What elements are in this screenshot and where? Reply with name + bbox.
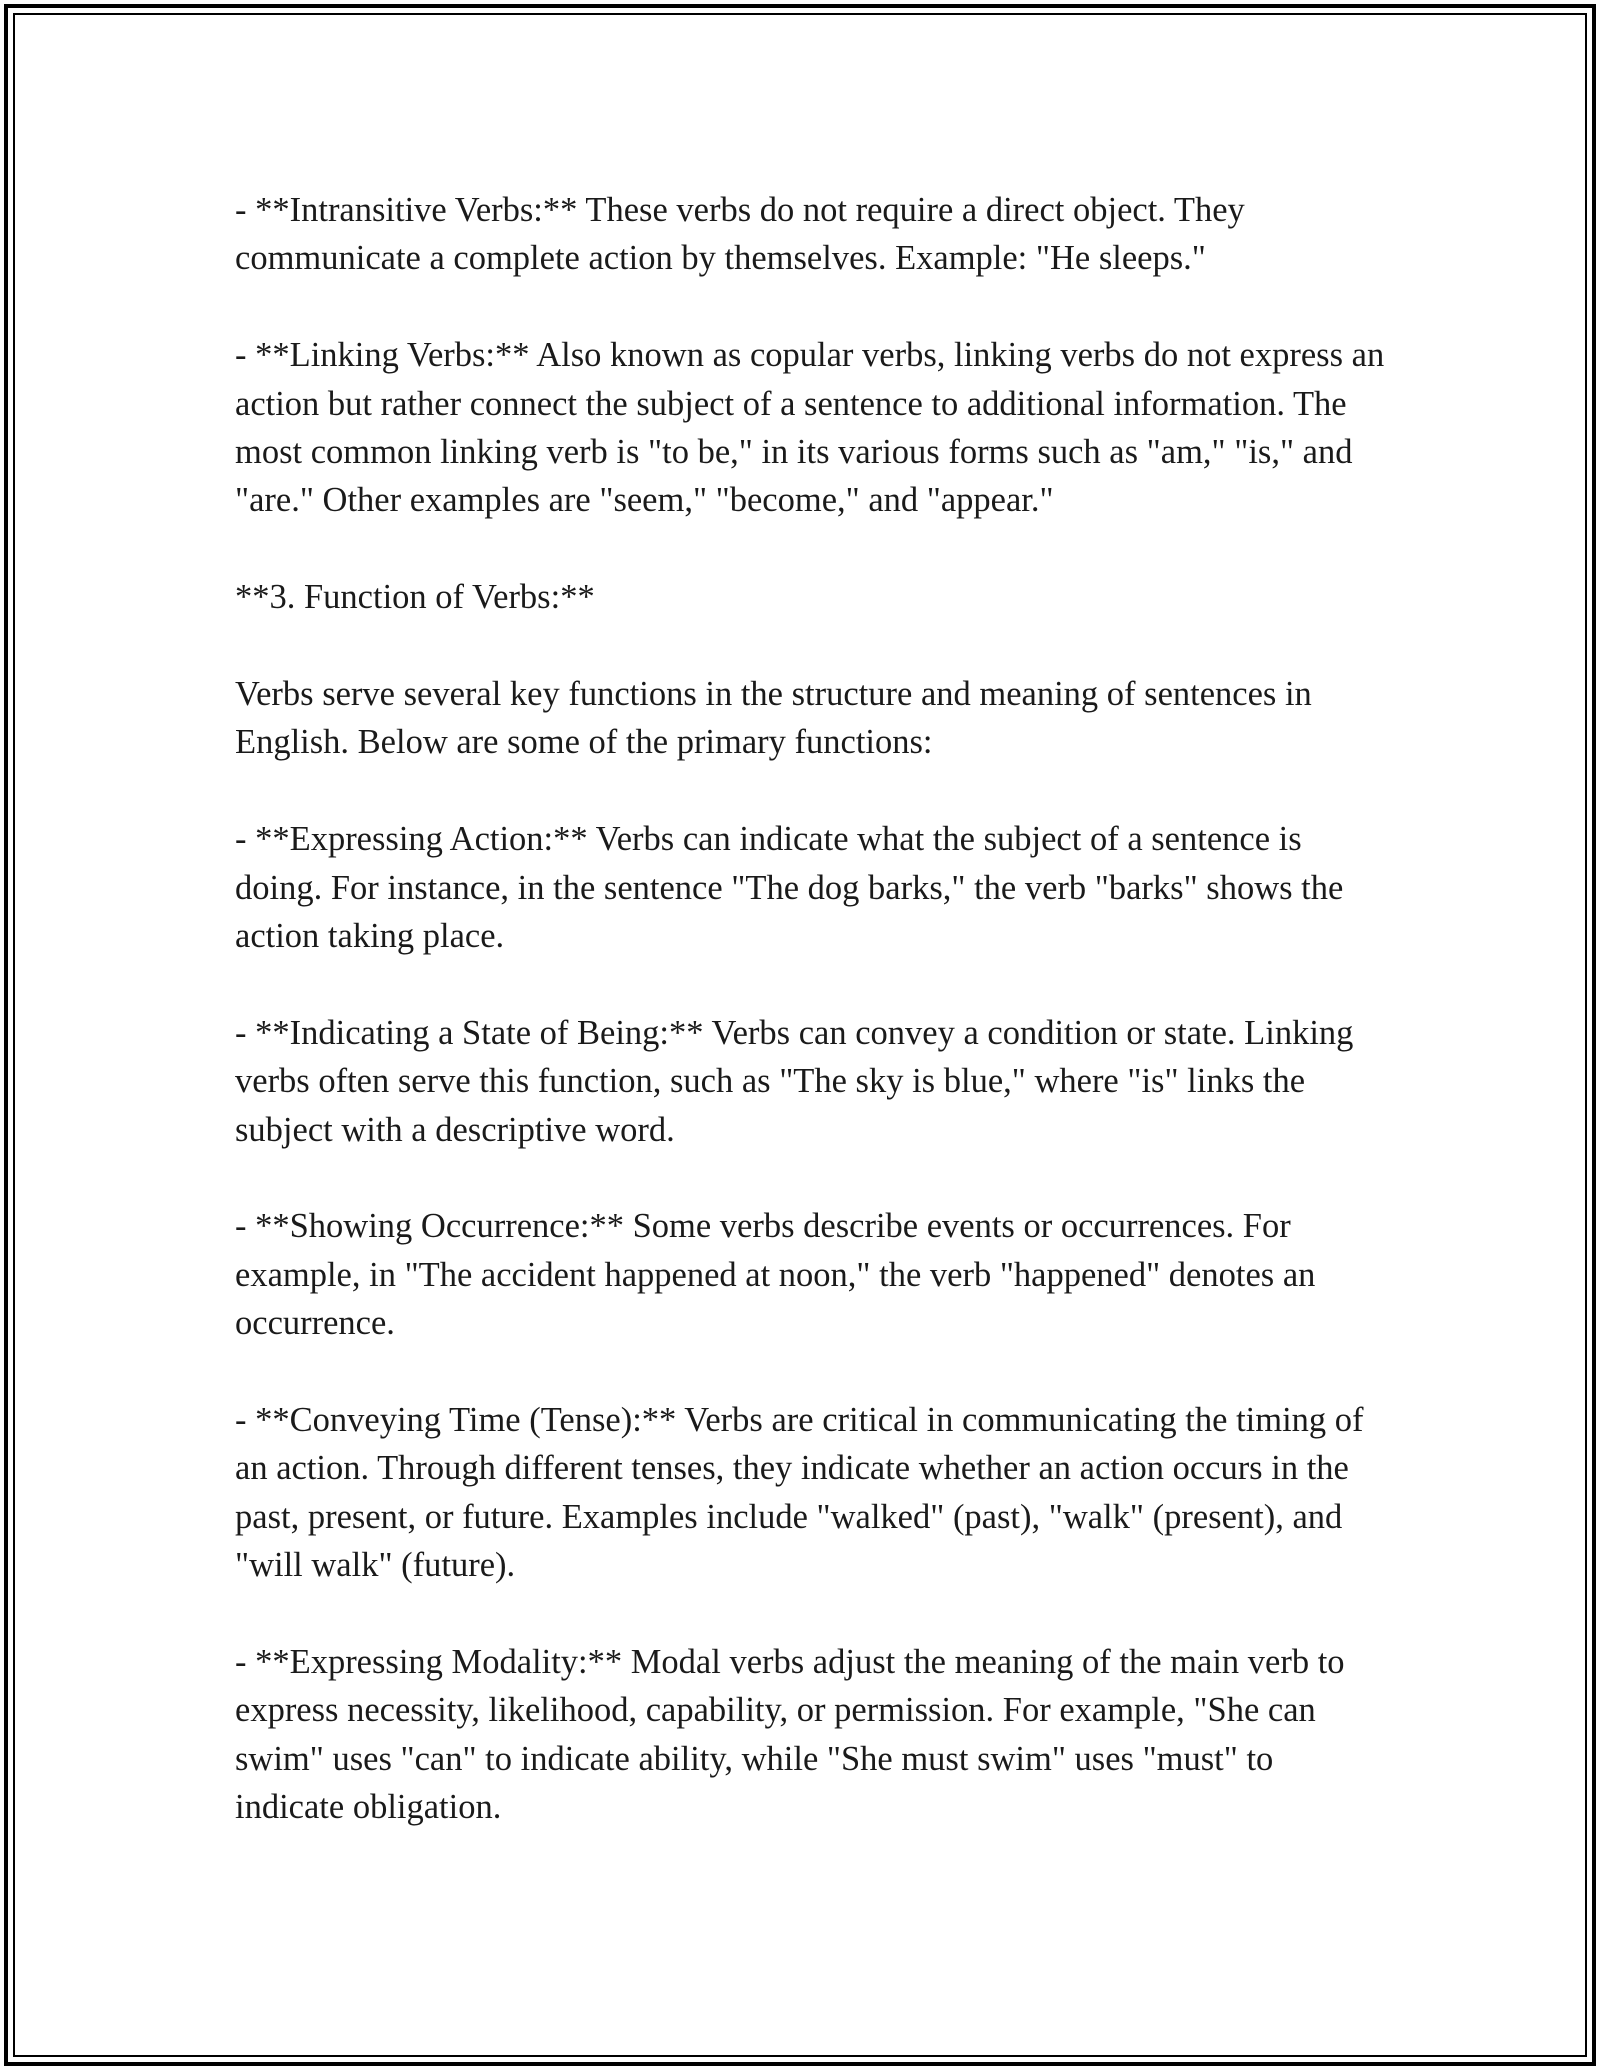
paragraph-linking-verbs: - **Linking Verbs:** Also known as copular verbs, linking verbs do not express an action but rather connect the subject of a sentence to additional information. The most common linking verb is "to be," in its various forms such as "am," "is," and "are." Other examples are "seem," "become," and "appear.": [235, 336, 1385, 520]
paragraph-functions-intro: Verbs serve several key functions in the structure and meaning of sentences in English. Below are some of the primary functions:: [235, 675, 1312, 762]
document-body: [235, 186, 1385, 1832]
paragraph-state-of-being: - **Indicating a State of Being:** Verbs can convey a condition or state. Linking verbs often serve this function, such as "The sky is blue," where "is" links the subject with a descriptive word.: [235, 1013, 1354, 1149]
paragraph-conveying-time: - **Conveying Time (Tense):** Verbs are critical in communicating the timing of an action. Through different tenses, they indicate whether an action occurs in the past, present, or future. Examples include "walked" (past), "walk" (present), and "will walk" (future).: [235, 1401, 1364, 1585]
section-heading-function-of-verbs: **3. Function of Verbs:**: [235, 578, 595, 617]
paragraph-intransitive-verbs: - **Intransitive Verbs:** These verbs do not require a direct object. They communicate a complete action by themselves. Example: "He sleeps.": [235, 191, 1245, 278]
paragraph-expressing-action: - **Expressing Action:** Verbs can indicate what the subject of a sentence is doing. For instance, in the sentence "The dog barks," the verb "barks" shows the action taking place.: [235, 820, 1344, 956]
paragraph-expressing-modality: - **Expressing Modality:** Modal verbs adjust the meaning of the main verb to express necessity, likelihood, capability, or permission. For example, "She can swim" uses "can" to indicate ability, while "She must swim" uses "must" to indicate obligation.: [235, 1643, 1345, 1827]
paragraph-showing-occurrence: - **Showing Occurrence:** Some verbs describe events or occurrences. For example, in "The accident happened at noon," the verb "happened" denotes an occurrence.: [235, 1207, 1316, 1343]
